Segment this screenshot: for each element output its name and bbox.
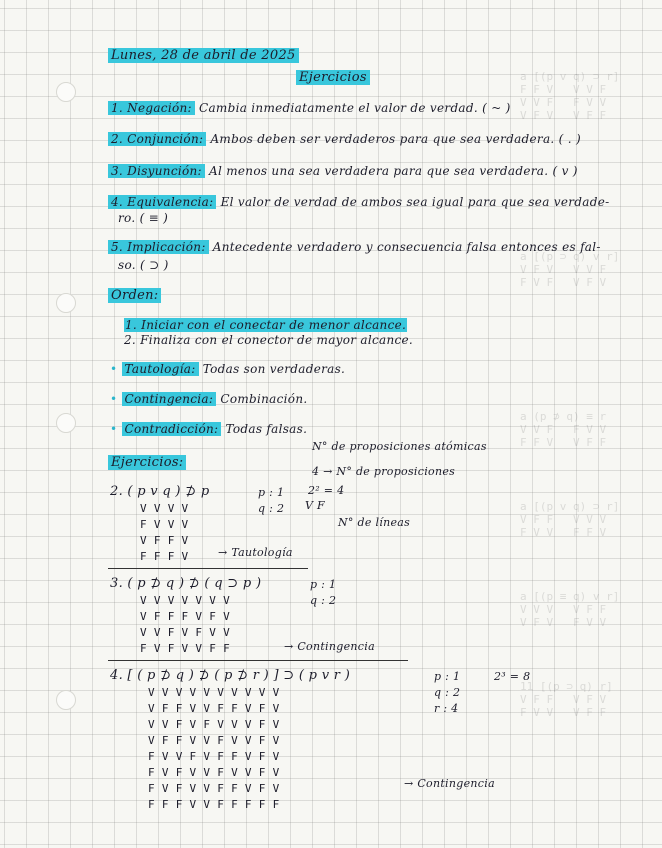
exercise-2-var: q : 2 xyxy=(258,502,285,515)
definition-conjuncion: 2. Conjunción: Ambos deben ser verdaderos para que sea verdadera. ( . ) xyxy=(108,132,581,146)
type-tautologia: • Tautología: Todas son verdaderas. xyxy=(110,362,346,376)
exercise-3-row: F V F V V F F xyxy=(140,642,230,655)
exercise-2-row: V V V V xyxy=(140,502,189,515)
orden-item-2: 2. Finaliza con el conector de mayor alcance. xyxy=(124,333,414,347)
exercise-3-var: q : 2 xyxy=(310,594,337,607)
exercise-4-row: V F F V V F F V F V xyxy=(148,702,280,715)
bleed-through-text: a [(p v q) ⊃ r] V F F V V V F V V F F V xyxy=(520,500,620,539)
exercise-4-formula: 4. [ ( p ⊅ q ) ⊅ ( p ⊅ r ) ] ⊃ ( p v r ) xyxy=(110,668,351,683)
exercise-2-var: p : 1 xyxy=(258,486,285,499)
exercise-3-row: V V V V V V V xyxy=(140,594,230,607)
exercise-4-row: F V F V V F F V F V xyxy=(148,782,280,795)
definition-implicacion-cont: so. ( ⊃ ) xyxy=(118,258,169,272)
exercise-4-row: V F F V V F V V F V xyxy=(148,734,280,747)
definition-disyuncion: 3. Disyunción: Al menos una sea verdadera para que sea verdadera. ( v ) xyxy=(108,164,578,178)
orden-item-1: 1. Iniciar con el conectar de menor alcance. xyxy=(125,318,407,332)
definition-negacion: 1. Negación: Cambia inmediatamente el valor de verdad. ( ~ ) xyxy=(108,101,511,115)
definition-equivalencia-cont: ro. ( ≡ ) xyxy=(118,211,169,225)
exercise-2-row: V F F V xyxy=(140,534,189,547)
exercise-4-result: → Contingencia xyxy=(404,777,495,790)
divider xyxy=(108,568,308,569)
exercise-4-row: F V V F V F F V F V xyxy=(148,750,280,763)
punch-hole xyxy=(56,413,76,433)
exercise-3-var: p : 1 xyxy=(310,578,337,591)
exercise-2-formula: 2. ( p v q ) ⊅ p xyxy=(110,484,210,499)
bleed-through-text: a [(p ⊃ q) v r] V F V V V F F V F V F V xyxy=(520,250,620,289)
exercise-4-var: r : 4 xyxy=(434,702,459,715)
bleed-through-text: a [(p v q) ⊃ r] F F V V V F V V F F V V V F V V F F xyxy=(520,70,620,122)
type-contradiccion: • Contradicción: Todas falsas. xyxy=(110,422,308,436)
definition-equivalencia: 4. Equivalencia: El valor de verdad de ambos sea igual para que sea verdade- xyxy=(108,195,609,209)
ejercicios-heading: Ejercicios: xyxy=(108,455,186,470)
note-power: 2² = 4 xyxy=(308,484,345,497)
definition-implicacion: 5. Implicación: Antecedente verdadero y consecuencia falsa entonces es fal- xyxy=(108,240,601,254)
note-vf: V F xyxy=(305,499,325,512)
bleed-through-text: a (p ⊅ q) ≡ r V V F F V V F F V V F F xyxy=(520,410,607,449)
exercise-2-row: F F F V xyxy=(140,550,189,563)
type-contingencia: • Contingencia: Combinación. xyxy=(110,392,308,406)
exercise-4-var: p : 1 xyxy=(434,670,461,683)
exercise-2-result: → Tautología xyxy=(218,546,293,559)
date-heading: Lunes, 28 de abril de 2025 xyxy=(108,48,299,63)
page-title: Ejercicios xyxy=(296,70,370,85)
exercise-4-var: q : 2 xyxy=(434,686,461,699)
punch-hole xyxy=(56,82,76,102)
orden-heading: Orden: xyxy=(108,288,161,303)
exercise-4-row: F V F V V F V V F V xyxy=(148,766,280,779)
divider xyxy=(108,660,408,661)
exercise-4-row: V V V V V V V V V V xyxy=(148,686,280,699)
exercise-4-power: 2³ = 8 xyxy=(494,670,531,683)
note-props-atomicas: N° de proposiciones atómicas xyxy=(312,440,487,453)
punch-hole xyxy=(56,293,76,313)
exercise-4-row: V V F V F V V V F V xyxy=(148,718,280,731)
exercise-3-row: V F F F V F V xyxy=(140,610,230,623)
bleed-through-text: a [(p ≡ q) v r] V V V V F F V F V F V V xyxy=(520,590,620,629)
bleed-through-text: 11 [(p ⊃ q) r] V F F V F V F V V V F F xyxy=(520,680,613,719)
note-lineas: N° de líneas xyxy=(338,516,411,529)
exercise-4-row: F F F V V F F F F F xyxy=(148,798,280,811)
exercise-3-formula: 3. ( p ⊅ q ) ⊅ ( q ⊃ p ) xyxy=(110,576,262,591)
exercise-2-row: F V V V xyxy=(140,518,189,531)
exercise-3-row: V V F V F V V xyxy=(140,626,230,639)
punch-hole xyxy=(56,690,76,710)
exercise-3-result: → Contingencia xyxy=(284,640,375,653)
note-props: 4 → N° de proposiciones xyxy=(312,465,456,478)
